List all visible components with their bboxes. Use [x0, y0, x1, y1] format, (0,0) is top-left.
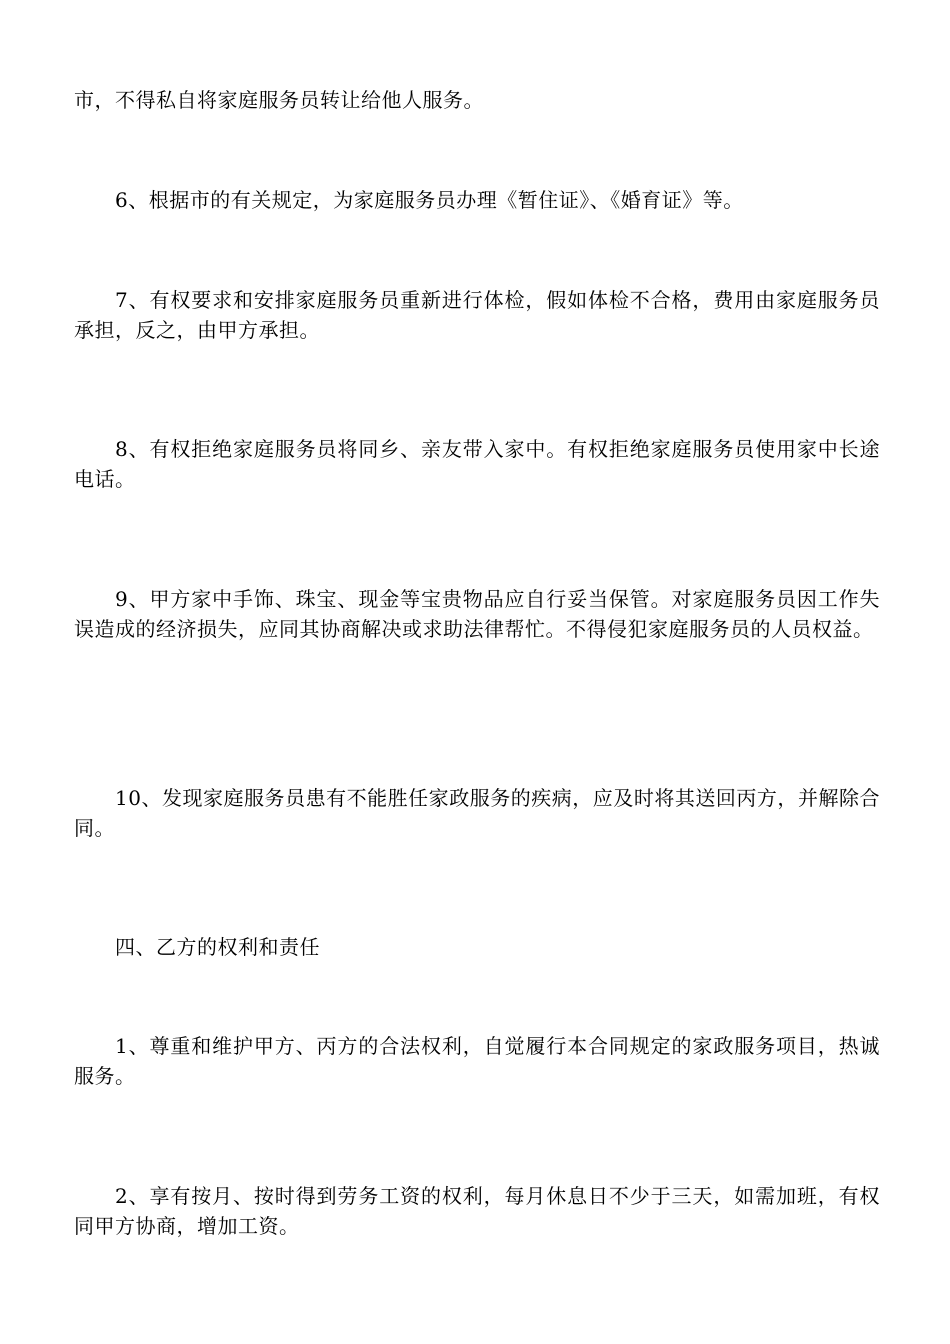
paragraph-item-7: 7、有权要求和安排家庭服务员重新进行体检，假如体检不合格，费用由家庭服务员承担，反之，由甲方承担。	[74, 288, 880, 342]
paragraph-item-8: 8、有权拒绝家庭服务员将同乡、亲友带入家中。有权拒绝家庭服务员使用家中长途电话。	[74, 437, 880, 491]
paragraph-b-item-1: 1、尊重和维护甲方、丙方的合法权利，自觉履行本合同规定的家政服务项目，热诚服务。	[74, 1034, 880, 1088]
section-heading-party-b: 四、乙方的权利和责任	[115, 935, 320, 959]
paragraph-item-9: 9、甲方家中手饰、珠宝、现金等宝贵物品应自行妥当保管。对家庭服务员因工作失误造成的经济损失，应同其协商解决或求助法律帮忙。不得侵犯家庭服务员的人员权益。	[74, 587, 880, 641]
paragraph-b-item-2: 2、享有按月、按时得到劳务工资的权利，每月休息日不少于三天，如需加班，有权同甲方协商，增加工资。	[74, 1184, 880, 1238]
paragraph-item-10: 10、发现家庭服务员患有不能胜任家政服务的疾病，应及时将其送回丙方，并解除合同。	[74, 786, 880, 840]
paragraph-continuation: 市，不得私自将家庭服务员转让给他人服务。	[74, 88, 484, 112]
paragraph-item-6: 6、根据市的有关规定，为家庭服务员办理《暂住证》、《婚育证》等。	[115, 188, 744, 212]
